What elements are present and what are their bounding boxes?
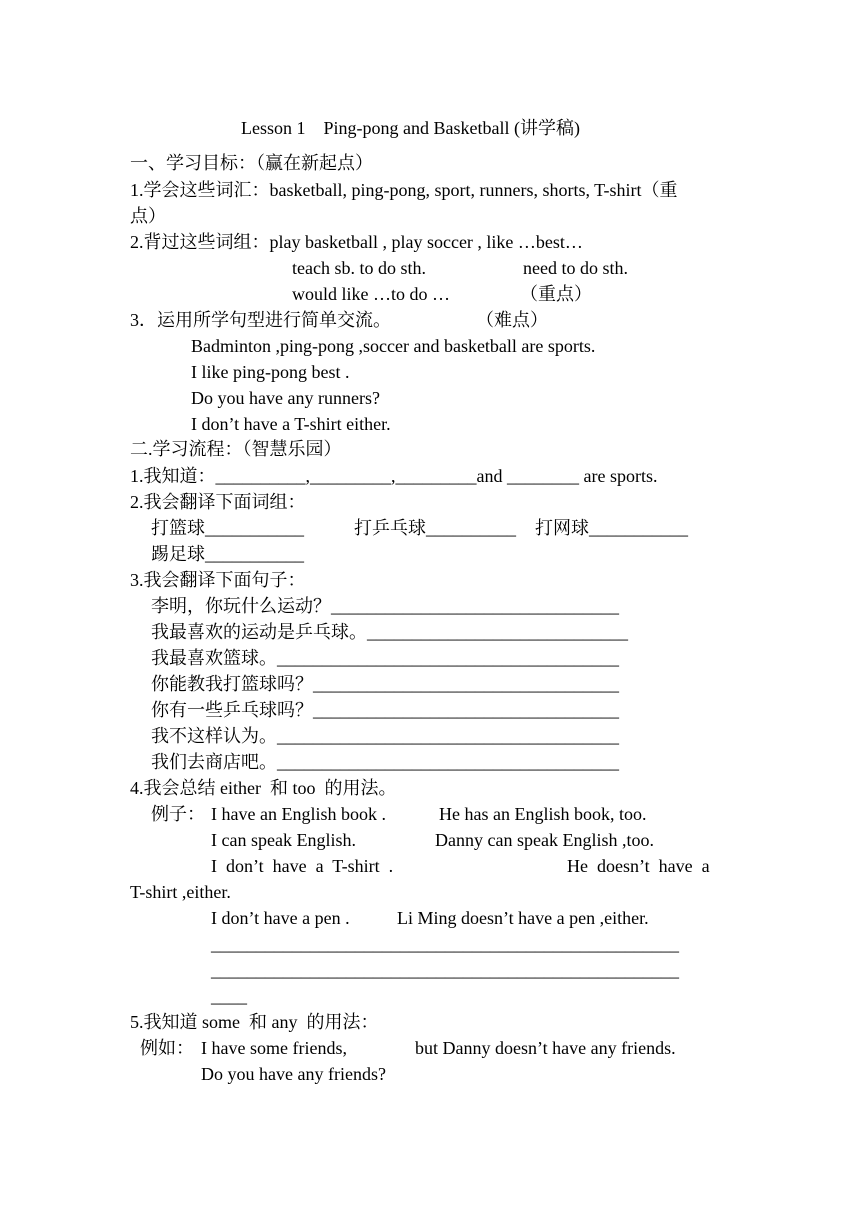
q4-answer-line-2: ____________________________________________________	[211, 960, 679, 980]
q4-example-4a: I don’t have a pen .	[211, 908, 350, 928]
q5-example-1b: but Danny doesn’t have any friends.	[415, 1038, 676, 1058]
q3-item-6: 我不这样认为。______________________________________	[151, 726, 619, 746]
q4-example-4b: Li Ming doesn’t have a pen ,either.	[397, 908, 649, 928]
sentence-3: Do you have any runners?	[191, 388, 380, 408]
section1-heading: 一、学习目标：（赢在新起点）	[130, 153, 373, 173]
q2-basketball: 打篮球___________	[151, 518, 304, 538]
q4-example-1b: He has an English book, too.	[439, 804, 647, 824]
q4-example-label: 例子：	[151, 804, 205, 824]
q5-title: 5.我知道 some 和 any 的用法：	[130, 1012, 379, 1032]
q4-example-2a: I can speak English.	[211, 830, 356, 850]
q4-example-1a: I have an English book .	[211, 804, 386, 824]
phrases-line-1: 2.背过这些词组：play basketball , play soccer , like …best…	[130, 232, 583, 252]
q4-answer-line-1: ____________________________________________________	[211, 934, 679, 954]
q4-title: 4.我会总结 either 和 too 的用法。	[130, 778, 397, 798]
q2-soccer: 踢足球___________	[151, 544, 304, 564]
phrases-need: need to do sth.	[523, 258, 628, 278]
q2-pingpong: 打乒乓球__________	[354, 518, 516, 538]
q2-tennis: 打网球___________	[535, 518, 688, 538]
lesson-title: Lesson 1 Ping-pong and Basketball (讲学稿)	[241, 118, 580, 138]
q3-item-5: 你有一些乒乓球吗？__________________________________	[151, 700, 619, 720]
vocab-line-1: 1.学会这些词汇：basketball, ping-pong, sport, runners, shorts, T-shirt（重	[130, 180, 678, 200]
q4-example-3b: He doesn’t have a	[567, 856, 710, 876]
q5-example-label: 例如：	[140, 1038, 194, 1058]
q3-item-7: 我们去商店吧。______________________________________	[151, 752, 619, 772]
sentence-1: Badminton ,ping-pong ,soccer and basketball are sports.	[191, 336, 596, 356]
q5-example-1a: I have some friends,	[201, 1038, 347, 1058]
communication-goal: 3．运用所学句型进行简单交流。	[130, 310, 391, 330]
q3-title: 3.我会翻译下面句子：	[130, 570, 306, 590]
phrases-would-like: would like …to do …	[292, 284, 450, 304]
q3-item-4: 你能教我打篮球吗？__________________________________	[151, 674, 619, 694]
q4-example-3c: T-shirt ,either.	[130, 882, 231, 902]
q2-title: 2.我会翻译下面词组：	[130, 492, 306, 512]
vocab-line-2: 点）	[130, 206, 166, 226]
q3-item-3: 我最喜欢篮球。______________________________________	[151, 648, 619, 668]
section2-heading: 二.学习流程：（智慧乐园）	[130, 439, 342, 459]
q4-example-2b: Danny can speak English ,too.	[435, 830, 654, 850]
q5-example-2: Do you have any friends?	[201, 1064, 386, 1084]
difficult-point-label: （难点）	[476, 310, 548, 330]
q4-answer-line-3: ____	[211, 986, 247, 1006]
q1-sports-blanks: 1.我知道：__________,_________,_________and ________ are sports.	[130, 466, 658, 486]
q3-item-2: 我最喜欢的运动是乒乓球。_____________________________	[151, 622, 628, 642]
sentence-2: I like ping-pong best .	[191, 362, 350, 382]
q3-item-1: 李明，你玩什么运动？________________________________	[151, 596, 619, 616]
phrases-teach: teach sb. to do sth.	[292, 258, 426, 278]
sentence-4: I don’t have a T-shirt either.	[191, 414, 391, 434]
q4-example-3a: I don’t have a T-shirt .	[211, 856, 394, 876]
key-point-label: （重点）	[520, 284, 592, 304]
